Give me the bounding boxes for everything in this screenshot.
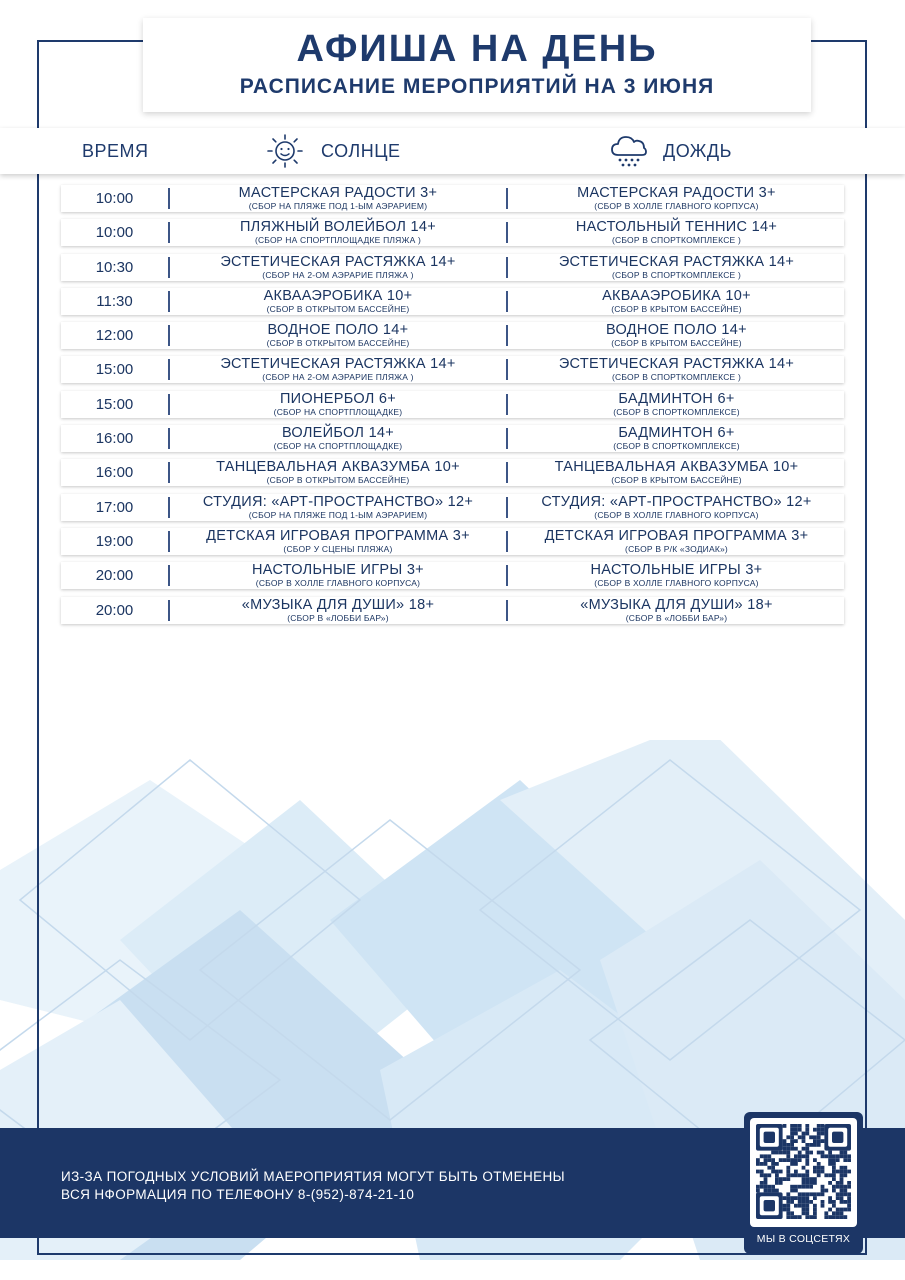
rain-event-name: БАДМИНТОН 6+ — [618, 425, 735, 442]
rain-event — [509, 288, 844, 315]
sun-event-name: СТУДИЯ: «АРТ-ПРОСТРАНСТВО» 12+ — [202, 493, 474, 510]
rain-event-place: (СБОР В СПОРТКОМПЛЕКСЕ ) — [611, 235, 742, 246]
sun-event-place: (СБОР НА СПОРТПЛОЩАДКЕ ПЛЯЖА ) — [254, 235, 422, 246]
column-header-bar — [0, 128, 905, 174]
footer-notice: ИЗ-ЗА ПОГОДНЫХ УСЛОВИЙ МАЕРОПРИЯТИЯ МОГУТ БЫТЬ ОТМЕНЕНЫ — [61, 1169, 566, 1184]
column-divider — [168, 257, 170, 278]
sun-event-name: ТАНЦЕВАЛЬНАЯ АКВАЗУМБА 10+ — [216, 459, 460, 476]
event-time: 10:00 — [95, 224, 134, 242]
sun-event-name: ПИОНЕРБОЛ 6+ — [279, 390, 397, 407]
column-divider — [168, 359, 170, 380]
column-divider — [168, 531, 170, 552]
schedule-row — [61, 597, 844, 624]
sun-event-place: (СБОР НА СПОРТПЛОЩАДКЕ) — [273, 406, 403, 417]
schedule-row — [61, 494, 844, 521]
schedule-row — [61, 356, 844, 383]
sun-event — [171, 494, 505, 521]
sun-event-place: (СБОР У СЦЕНЫ ПЛЯЖА) — [283, 543, 393, 554]
column-divider — [168, 428, 170, 449]
qr-code-box[interactable] — [744, 1112, 863, 1254]
sun-event-name: «МУЗЫКА ДЛЯ ДУШИ» 18+ — [241, 596, 435, 613]
rain-event-place: (СБОР В КРЫТОМ БАССЕЙНЕ) — [611, 303, 742, 314]
sun-event-name: ВОЛЕЙБОЛ 14+ — [281, 425, 395, 442]
column-divider — [168, 600, 170, 621]
event-time: 11:30 — [96, 292, 133, 310]
sun-event-place: (СБОР В ОТКРЫТОМ БАССЕЙНЕ) — [266, 475, 410, 486]
rain-event-name: БАДМИНТОН 6+ — [618, 390, 735, 407]
footer-phone: ВСЯ НФОРМАЦИЯ ПО ТЕЛЕФОНУ 8-(952)-874-21-10 — [61, 1187, 415, 1202]
rain-event-place: (СБОР В ХОЛЛЕ ГЛАВНОГО КОРПУСА) — [594, 509, 759, 520]
event-time: 16:00 — [95, 430, 134, 448]
event-time: 10:30 — [95, 258, 134, 276]
qr-code-icon[interactable] — [750, 1118, 857, 1227]
sun-event-place: (СБОР В ОТКРЫТОМ БАССЕЙНЕ) — [266, 303, 410, 314]
column-divider — [168, 565, 170, 586]
event-time: 20:00 — [95, 567, 134, 585]
rain-event-name: МАСТЕРСКАЯ РАДОСТИ 3+ — [577, 185, 776, 201]
rain-event-place: (СБОР В ХОЛЛЕ ГЛАВНОГО КОРПУСА) — [594, 201, 759, 211]
sun-event-place: (СБОР В ОТКРЫТОМ БАССЕЙНЕ) — [266, 338, 410, 349]
column-divider — [506, 565, 508, 586]
event-time: 16:00 — [95, 464, 134, 482]
rain-event-place: (СБОР В КРЫТОМ БАССЕЙНЕ) — [611, 475, 742, 486]
column-divider — [506, 325, 508, 346]
sun-event — [171, 185, 505, 212]
schedule-row — [61, 528, 844, 555]
rain-event — [509, 425, 844, 452]
column-divider — [506, 291, 508, 312]
sun-event-place: (СБОР НА ПЛЯЖЕ ПОД 1-ЫМ АЭРАРИЕМ) — [248, 509, 428, 520]
event-time: 15:00 — [95, 395, 134, 413]
sun-event — [171, 254, 505, 281]
rain-event-name: НАСТОЛЬНЫЕ ИГРЫ 3+ — [590, 562, 763, 579]
sun-event-name: ДЕТСКАЯ ИГРОВАЯ ПРОГРАММА 3+ — [206, 527, 470, 544]
rain-event-name: НАСТОЛЬНЫЙ ТЕННИС 14+ — [575, 219, 778, 236]
qr-label: МЫ В СОЦСЕТЯХ — [756, 1233, 851, 1245]
sun-event — [171, 322, 505, 349]
sun-event-name: ЭСТЕТИЧЕСКАЯ РАСТЯЖКА 14+ — [220, 253, 456, 270]
rain-event-place: (СБОР В КРЫТОМ БАССЕЙНЕ) — [611, 338, 742, 349]
rain-event-name: АКВААЭРОБИКА 10+ — [602, 287, 751, 304]
rain-event — [509, 494, 844, 521]
rain-event-name: СТУДИЯ: «АРТ-ПРОСТРАНСТВО» 12+ — [541, 493, 812, 510]
sun-event-place: (СБОР В «ЛОББИ БАР») — [287, 612, 389, 623]
event-time: 17:00 — [95, 498, 134, 516]
rain-event-place: (СБОР В «ЛОББИ БАР») — [625, 612, 728, 623]
sun-event-name: ЭСТЕТИЧЕСКАЯ РАСТЯЖКА 14+ — [220, 356, 456, 373]
rain-event-place: (СБОР В СПОРТКОМПЛЕКСЕ) — [613, 406, 740, 417]
event-time: 15:00 — [95, 361, 134, 379]
sun-event-place: (СБОР НА ПЛЯЖЕ ПОД 1-ЫМ АЭРАРИЕМ) — [248, 201, 428, 211]
page-title: АФИША НА ДЕНЬ — [296, 28, 658, 70]
rain-event — [509, 459, 844, 486]
schedule-row — [61, 425, 844, 452]
sun-event — [171, 528, 505, 555]
sun-icon — [266, 133, 304, 169]
sun-event-name: ПЛЯЖНЫЙ ВОЛЕЙБОЛ 14+ — [239, 219, 437, 236]
column-divider — [506, 359, 508, 380]
column-divider — [506, 497, 508, 518]
schedule-row — [61, 219, 844, 246]
schedule-row — [61, 254, 844, 281]
column-divider — [506, 257, 508, 278]
qr-code-graphic — [750, 1118, 857, 1227]
rain-event — [509, 597, 844, 624]
rain-event — [509, 219, 844, 246]
column-divider — [168, 222, 170, 243]
schedule-row — [61, 322, 844, 349]
column-divider — [506, 222, 508, 243]
sun-event-place: (СБОР В ХОЛЛЕ ГЛАВНОГО КОРПУСА) — [255, 578, 421, 589]
rain-event — [509, 391, 844, 418]
rain-event-name: ЭСТЕТИЧЕСКАЯ РАСТЯЖКА 14+ — [558, 356, 795, 373]
rain-event-name: ДЕТСКАЯ ИГРОВАЯ ПРОГРАММА 3+ — [544, 527, 809, 544]
rain-event — [509, 185, 844, 212]
rain-event-place: (СБОР В СПОРТКОМПЛЕКСЕ) — [613, 441, 740, 452]
schedule-row — [61, 288, 844, 315]
column-divider — [506, 394, 508, 415]
schedule-row — [61, 459, 844, 486]
schedule-row — [61, 562, 844, 589]
rain-event-name: «МУЗЫКА ДЛЯ ДУШИ» 18+ — [580, 596, 773, 613]
sun-event — [171, 562, 505, 589]
rain-event — [509, 562, 844, 589]
rain-event-place: (СБОР В Р/К «ЗОДИАК») — [625, 543, 728, 554]
rain-column-header: ДОЖДЬ — [663, 141, 732, 161]
sun-event — [171, 288, 505, 315]
column-divider — [168, 497, 170, 518]
rain-event-place: (СБОР В ХОЛЛЕ ГЛАВНОГО КОРПУСА) — [594, 578, 759, 589]
rain-event-name: ЭСТЕТИЧЕСКАЯ РАСТЯЖКА 14+ — [558, 253, 795, 270]
sun-event-name: АКВААЭРОБИКА 10+ — [263, 287, 413, 304]
rain-event — [509, 528, 844, 555]
rain-event — [509, 356, 844, 383]
sun-event — [171, 219, 505, 246]
column-divider — [168, 462, 170, 483]
sun-event — [171, 425, 505, 452]
sun-event — [171, 459, 505, 486]
column-divider — [168, 188, 170, 209]
column-divider — [168, 325, 170, 346]
time-column-header: ВРЕМЯ — [82, 141, 149, 161]
schedule-row — [61, 185, 844, 212]
rain-cloud-icon — [609, 131, 649, 171]
event-time: 20:00 — [95, 601, 134, 619]
event-time: 10:00 — [95, 190, 134, 207]
rain-event-place: (СБОР В СПОРТКОМПЛЕКСЕ ) — [611, 269, 742, 280]
column-divider — [506, 531, 508, 552]
column-divider — [506, 188, 508, 209]
column-divider — [506, 462, 508, 483]
sun-event — [171, 597, 505, 624]
sun-event-place: (СБОР НА СПОРТПЛОЩАДКЕ) — [273, 441, 403, 452]
sun-column-header: СОЛНЦЕ — [321, 141, 401, 161]
rain-event — [509, 322, 844, 349]
title-box — [143, 18, 811, 112]
schedule-row — [61, 391, 844, 418]
sun-event-place: (СБОР НА 2-ОМ АЭРАРИЕ ПЛЯЖА ) — [262, 372, 414, 383]
sun-event — [171, 391, 505, 418]
rain-event — [509, 254, 844, 281]
sun-event-name: МАСТЕРСКАЯ РАДОСТИ 3+ — [238, 185, 438, 201]
sun-event — [171, 356, 505, 383]
rain-event-name: ВОДНОЕ ПОЛО 14+ — [606, 322, 747, 339]
sun-event-name: НАСТОЛЬНЫЕ ИГРЫ 3+ — [252, 562, 424, 579]
column-divider — [168, 291, 170, 312]
event-time: 12:00 — [95, 327, 134, 345]
rain-event-name: ТАНЦЕВАЛЬНАЯ АКВАЗУМБА 10+ — [554, 459, 799, 476]
page-subtitle: РАСПИСАНИЕ МЕРОПРИЯТИЙ НА 3 ИЮНЯ — [239, 75, 715, 98]
column-divider — [506, 428, 508, 449]
column-divider — [506, 600, 508, 621]
sun-event-place: (СБОР НА 2-ОМ АЭРАРИЕ ПЛЯЖА ) — [262, 269, 414, 280]
rain-event-place: (СБОР В СПОРТКОМПЛЕКСЕ ) — [611, 372, 742, 383]
sun-event-name: ВОДНОЕ ПОЛО 14+ — [267, 322, 409, 339]
schedule-table — [61, 185, 844, 631]
event-time: 19:00 — [95, 532, 134, 550]
column-divider — [168, 394, 170, 415]
